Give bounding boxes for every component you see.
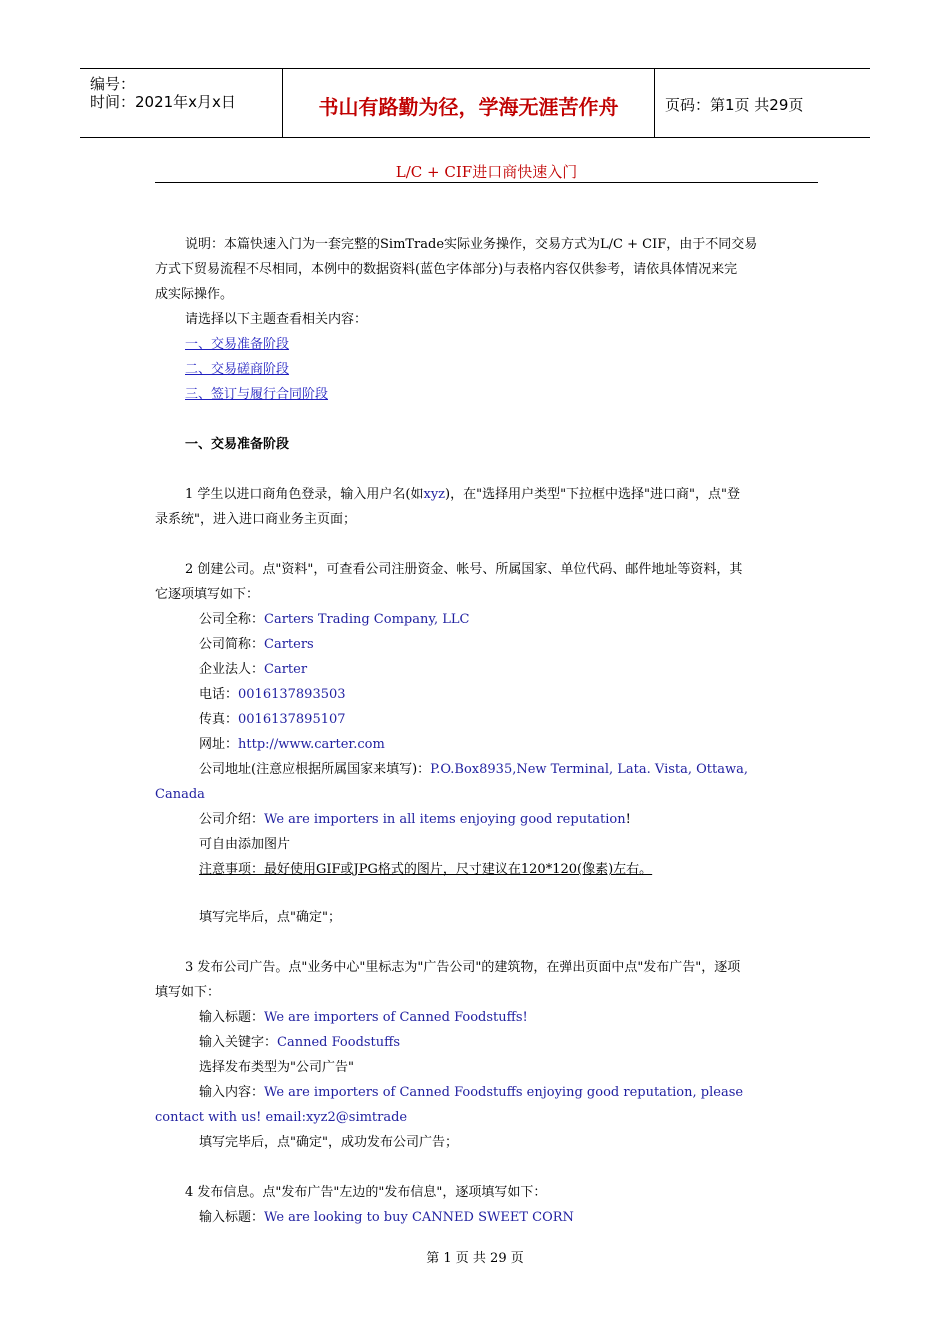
page-info: 页码：第1页 共29页 <box>665 96 804 114</box>
time-label: 时间：2021年x月x日 <box>90 93 236 111</box>
field-legal-person: 企业法人：Carter <box>199 662 308 677</box>
step-1-line-2: 录系统"，进入进口商业务主页面； <box>155 512 356 527</box>
field-company-intro: 公司介绍：We are importers in all items enjoying good reputation! <box>199 812 631 827</box>
field-address: 公司地址(注意应根据所属国家来填写)：P.O.Box8935,New Terminal, Lata. Vista, Ottawa, <box>199 762 749 777</box>
link-trade-negotiation[interactable]: 二、交易磋商阶段 <box>185 362 290 377</box>
field-phone: 电话：0016137893503 <box>199 687 346 702</box>
header-left-cell <box>80 69 283 137</box>
field-address-continued: Canada <box>155 787 205 802</box>
header-middle-cell <box>283 69 655 137</box>
step-3-line-2: 填写如下： <box>155 985 221 1000</box>
field-fax: 传真：0016137895107 <box>199 712 346 727</box>
ad-keywords: 输入关键字：Canned Foodstuffs <box>199 1035 401 1050</box>
step-3-line-1: 3 发布公司广告。点"业务中心"里标志为"广告公司"的建筑物，在弹出页面中点"发布广告"，逐项 <box>185 960 741 975</box>
field-website: 网址：http://www.carter.com <box>199 737 385 752</box>
step-1-line-1: 1 学生以进口商角色登录，输入用户名(如xyz)，在"选择用户类型"下拉框中选择"进口商"，点"登 <box>185 487 740 502</box>
ad-content-continued: contact with us! email:xyz2@simtrade <box>155 1110 408 1125</box>
section-heading-1: 一、交易准备阶段 <box>185 437 290 452</box>
link-trade-preparation[interactable]: 一、交易准备阶段 <box>185 337 290 352</box>
step-4-line-1: 4 发布信息。点"发布广告"左边的"发布信息"，逐项填写如下： <box>185 1185 547 1200</box>
link-contract-stage[interactable]: 三、签订与履行合同阶段 <box>185 387 329 402</box>
confirm-instruction: 填写完毕后，点"确定"； <box>199 910 341 925</box>
info-title: 输入标题：We are looking to buy CANNED SWEET CORN <box>199 1210 574 1225</box>
ad-done: 填写完毕后，点"确定"，成功发布公司广告； <box>199 1135 458 1150</box>
number-label: 编号： <box>90 75 136 93</box>
intro-line-3: 成实际操作。 <box>155 287 234 302</box>
step-2-line-1: 2 创建公司。点"资料"，可查看公司注册资金、帐号、所属国家、单位代码、邮件地址等资料，其 <box>185 562 743 577</box>
header-right-cell <box>655 69 870 137</box>
field-company-short-name: 公司简称：Carters <box>199 637 314 652</box>
ad-title: 输入标题：We are importers of Canned Foodstuffs! <box>199 1010 528 1025</box>
choose-topic: 请选择以下主题查看相关内容： <box>185 312 368 327</box>
motto: 书山有路勤为径，学海无涯苦作舟 <box>318 95 619 119</box>
ad-content: 输入内容：We are importers of Canned Foodstuffs enjoying good reputation, please <box>199 1085 744 1100</box>
header-table <box>80 68 870 138</box>
ad-type: 选择发布类型为"公司广告" <box>199 1060 354 1075</box>
document-title: L/C + CIF进口商快速入门 <box>395 163 578 181</box>
attention-note: 注意事项：最好使用GIF或JPG格式的图片，尺寸建议在120*120(像素)左右。 <box>199 862 653 877</box>
add-picture-note: 可自由添加图片 <box>199 837 291 852</box>
intro-line-2: 方式下贸易流程不尽相同，本例中的数据资料(蓝色字体部分)与表格内容仅供参考，请依具体情况来完 <box>155 262 738 277</box>
title-divider <box>155 182 818 183</box>
field-company-full-name: 公司全称：Carters Trading Company, LLC <box>199 612 470 627</box>
page-footer: 第 1 页 共 29 页 <box>426 1251 524 1266</box>
step-2-line-2: 它逐项填写如下： <box>155 587 260 602</box>
intro-line-1: 说明：本篇快速入门为一套完整的SimTrade实际业务操作，交易方式为L/C + CIF，由于不同交易 <box>185 237 758 252</box>
